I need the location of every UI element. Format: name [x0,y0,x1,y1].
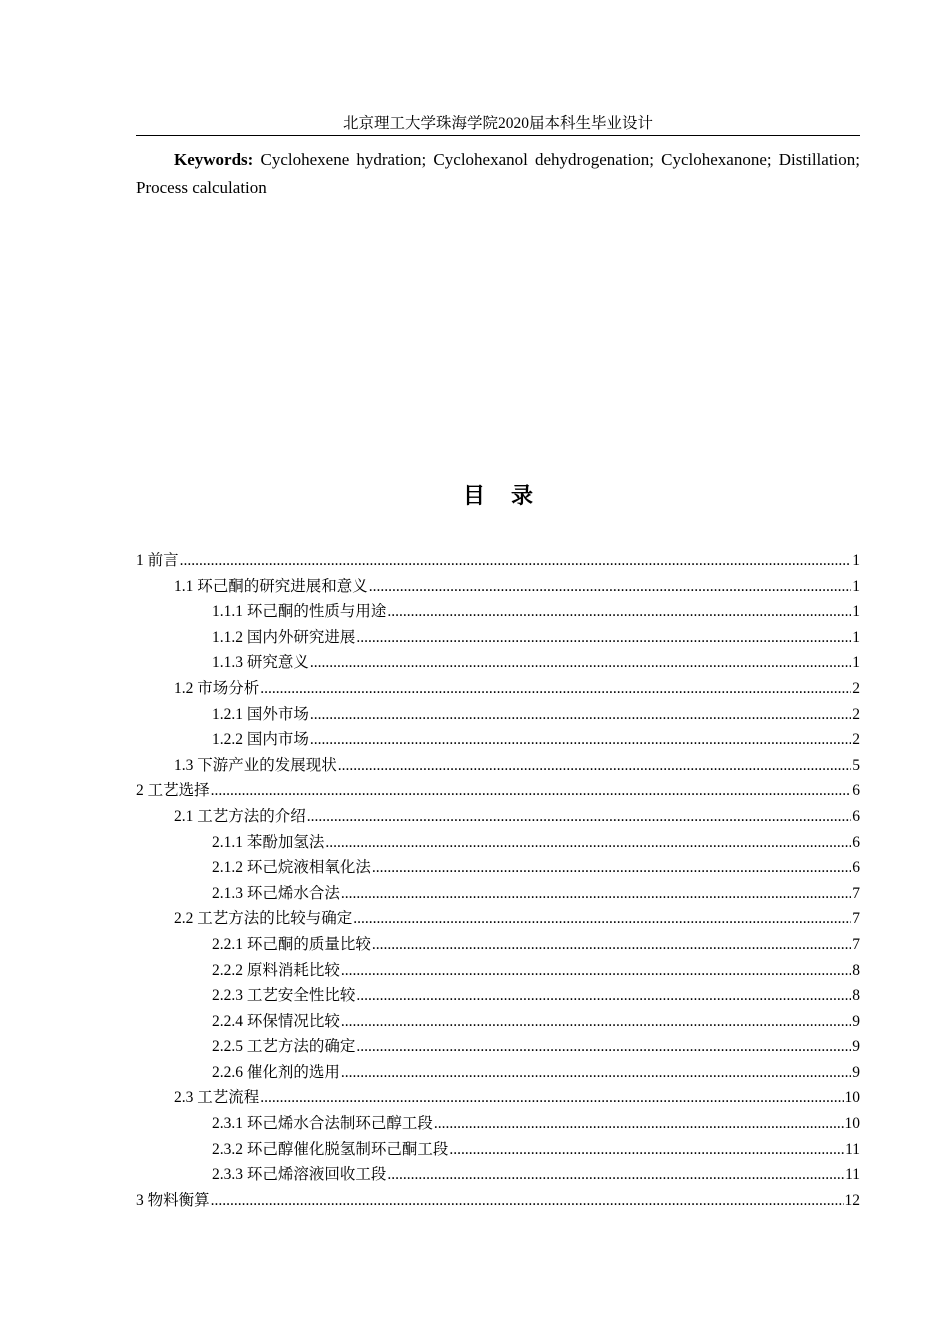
toc-entry-page: 1 [852,577,860,595]
toc-leader-dots [356,625,851,651]
toc-entry-page: 5 [852,756,860,774]
toc-leader-dots [341,958,851,984]
toc-entry[interactable] [136,1188,860,1214]
toc-entry[interactable] [136,1034,860,1060]
keywords-paragraph [136,146,860,202]
toc-entry[interactable] [136,983,860,1009]
toc-entry-label: 1.3 下游产业的发展现状 [174,756,337,774]
toc-entry[interactable] [136,1162,860,1188]
toc-leader-dots [310,702,851,728]
toc-leader-dots [180,548,852,574]
toc-entry-label: 2.2.6 催化剂的选用 [212,1063,340,1081]
toc-entry-page: 9 [852,1063,860,1081]
toc-entry-label: 2.2.3 工艺安全性比较 [212,987,356,1005]
toc-entry-page: 9 [852,1012,860,1030]
keywords-label: Keywords: [174,150,254,169]
toc-leader-dots [260,1085,843,1111]
toc-leader-dots [341,881,851,907]
toc-entry-label: 1 前言 [136,552,179,569]
toc-entry-page: 2 [852,679,860,697]
toc-entry[interactable] [136,702,860,728]
toc-entry-page: 2 [852,705,860,723]
toc-entry-label: 2.2.4 环保情况比较 [212,1012,340,1030]
toc-entry-page: 7 [852,910,860,928]
toc-entry-label: 2.3.2 环己醇催化脱氢制环己酮工段 [212,1140,449,1158]
toc-entry[interactable] [136,958,860,984]
toc-entry-page: 8 [852,987,860,1005]
toc-entry-page: 2 [852,731,860,749]
toc-entry-label: 1.2.1 国外市场 [212,705,309,723]
toc-entry-page: 1 [852,654,860,672]
toc-leader-dots [372,855,851,881]
toc-entry-label: 1.1.2 国内外研究进展 [212,628,356,646]
toc-leader-dots [369,574,851,600]
toc-entry[interactable] [136,1085,860,1111]
toc-entry-label: 2.2.5 工艺方法的确定 [212,1038,356,1056]
toc-entry-label: 2.1.2 环己烷液相氧化法 [212,859,371,877]
toc-title-right: 录 [511,483,534,508]
toc-entry-label: 2 工艺选择 [136,782,210,800]
table-of-contents [136,548,860,1213]
toc-leader-dots [434,1111,844,1137]
toc-entry-label: 2.3.1 环己烯水合法制环己醇工段 [212,1115,433,1133]
toc-entry-page: 10 [844,1089,860,1107]
toc-entry-label: 2.2.1 环己酮的质量比较 [212,935,371,953]
toc-leader-dots [260,676,851,702]
toc-entry-page: 7 [852,935,860,953]
toc-leader-dots [310,727,851,753]
toc-entry[interactable] [136,753,860,779]
toc-leader-dots [338,753,851,779]
toc-leader-dots [356,1034,851,1060]
toc-entry[interactable] [136,727,860,753]
toc-entry-page: 11 [845,1166,860,1184]
toc-entry[interactable] [136,932,860,958]
toc-entry[interactable] [136,906,860,932]
toc-entry[interactable] [136,574,860,600]
toc-leader-dots [387,1162,844,1188]
toc-entry-page: 6 [852,807,860,825]
toc-entry-page: 6 [852,859,860,877]
toc-leader-dots [341,1009,851,1035]
toc-entry-label: 3 物料衡算 [136,1191,210,1209]
toc-leader-dots [353,906,851,932]
keywords-text: Cyclohexene hydration; Cyclohexanol dehydrogenation; Cyclohexanone; Distillation; Process calculation [136,150,860,197]
toc-leader-dots [449,1137,844,1163]
toc-title-left: 目 [462,483,485,508]
toc-entry-page: 1 [852,628,860,646]
toc-entry-label: 2.2.2 原料消耗比较 [212,961,340,979]
toc-entry[interactable] [136,804,860,830]
toc-entry[interactable] [136,881,860,907]
toc-entry-page: 9 [852,1038,860,1056]
toc-entry[interactable] [136,1111,860,1137]
toc-leader-dots [387,599,851,625]
toc-entry-page: 6 [852,782,860,800]
toc-leader-dots [310,650,851,676]
toc-entry[interactable] [136,676,860,702]
toc-entry[interactable] [136,548,860,574]
toc-entry-label: 2.1.3 环己烯水合法 [212,884,340,902]
toc-leader-dots [211,778,852,804]
toc-entry-label: 1.2 市场分析 [174,679,260,697]
toc-entry[interactable] [136,830,860,856]
running-header: 北京理工大学珠海学院2020届本科生毕业设计 [342,115,653,132]
toc-leader-dots [211,1188,844,1214]
toc-leader-dots [341,1060,851,1086]
toc-entry[interactable] [136,855,860,881]
toc-entry-page: 10 [844,1115,860,1133]
toc-entry-label: 2.3 工艺流程 [174,1089,260,1107]
toc-entry-label: 2.1.1 苯酚加氢法 [212,833,325,851]
toc-entry[interactable] [136,625,860,651]
toc-entry[interactable] [136,1009,860,1035]
toc-entry-label: 1.2.2 国内市场 [212,731,309,749]
toc-entry-label: 1.1 环己酮的研究进展和意义 [174,577,368,595]
toc-entry-page: 8 [852,961,860,979]
toc-leader-dots [372,932,851,958]
toc-entry[interactable] [136,1137,860,1163]
toc-entry-page: 7 [852,884,860,902]
toc-entry-label: 1.1.1 环己酮的性质与用途 [212,603,387,621]
toc-leader-dots [307,804,851,830]
header-rule [136,135,860,136]
toc-entry-page: 6 [852,833,860,851]
toc-leader-dots [325,830,851,856]
toc-entry-label: 1.1.3 研究意义 [212,654,309,672]
toc-entry-page: 11 [845,1140,860,1158]
toc-entry-label: 2.1 工艺方法的介绍 [174,807,306,825]
toc-leader-dots [356,983,851,1009]
toc-entry[interactable] [136,650,860,676]
toc-entry-label: 2.2 工艺方法的比较与确定 [174,910,353,928]
toc-entry[interactable] [136,599,860,625]
toc-entry-page: 1 [852,603,860,621]
toc-entry[interactable] [136,1060,860,1086]
toc-entry-page: 12 [844,1191,860,1209]
toc-entry[interactable] [136,778,860,804]
toc-entry-label: 2.3.3 环己烯溶液回收工段 [212,1166,387,1184]
toc-entry-page: 1 [852,552,860,569]
toc-title [136,480,860,512]
